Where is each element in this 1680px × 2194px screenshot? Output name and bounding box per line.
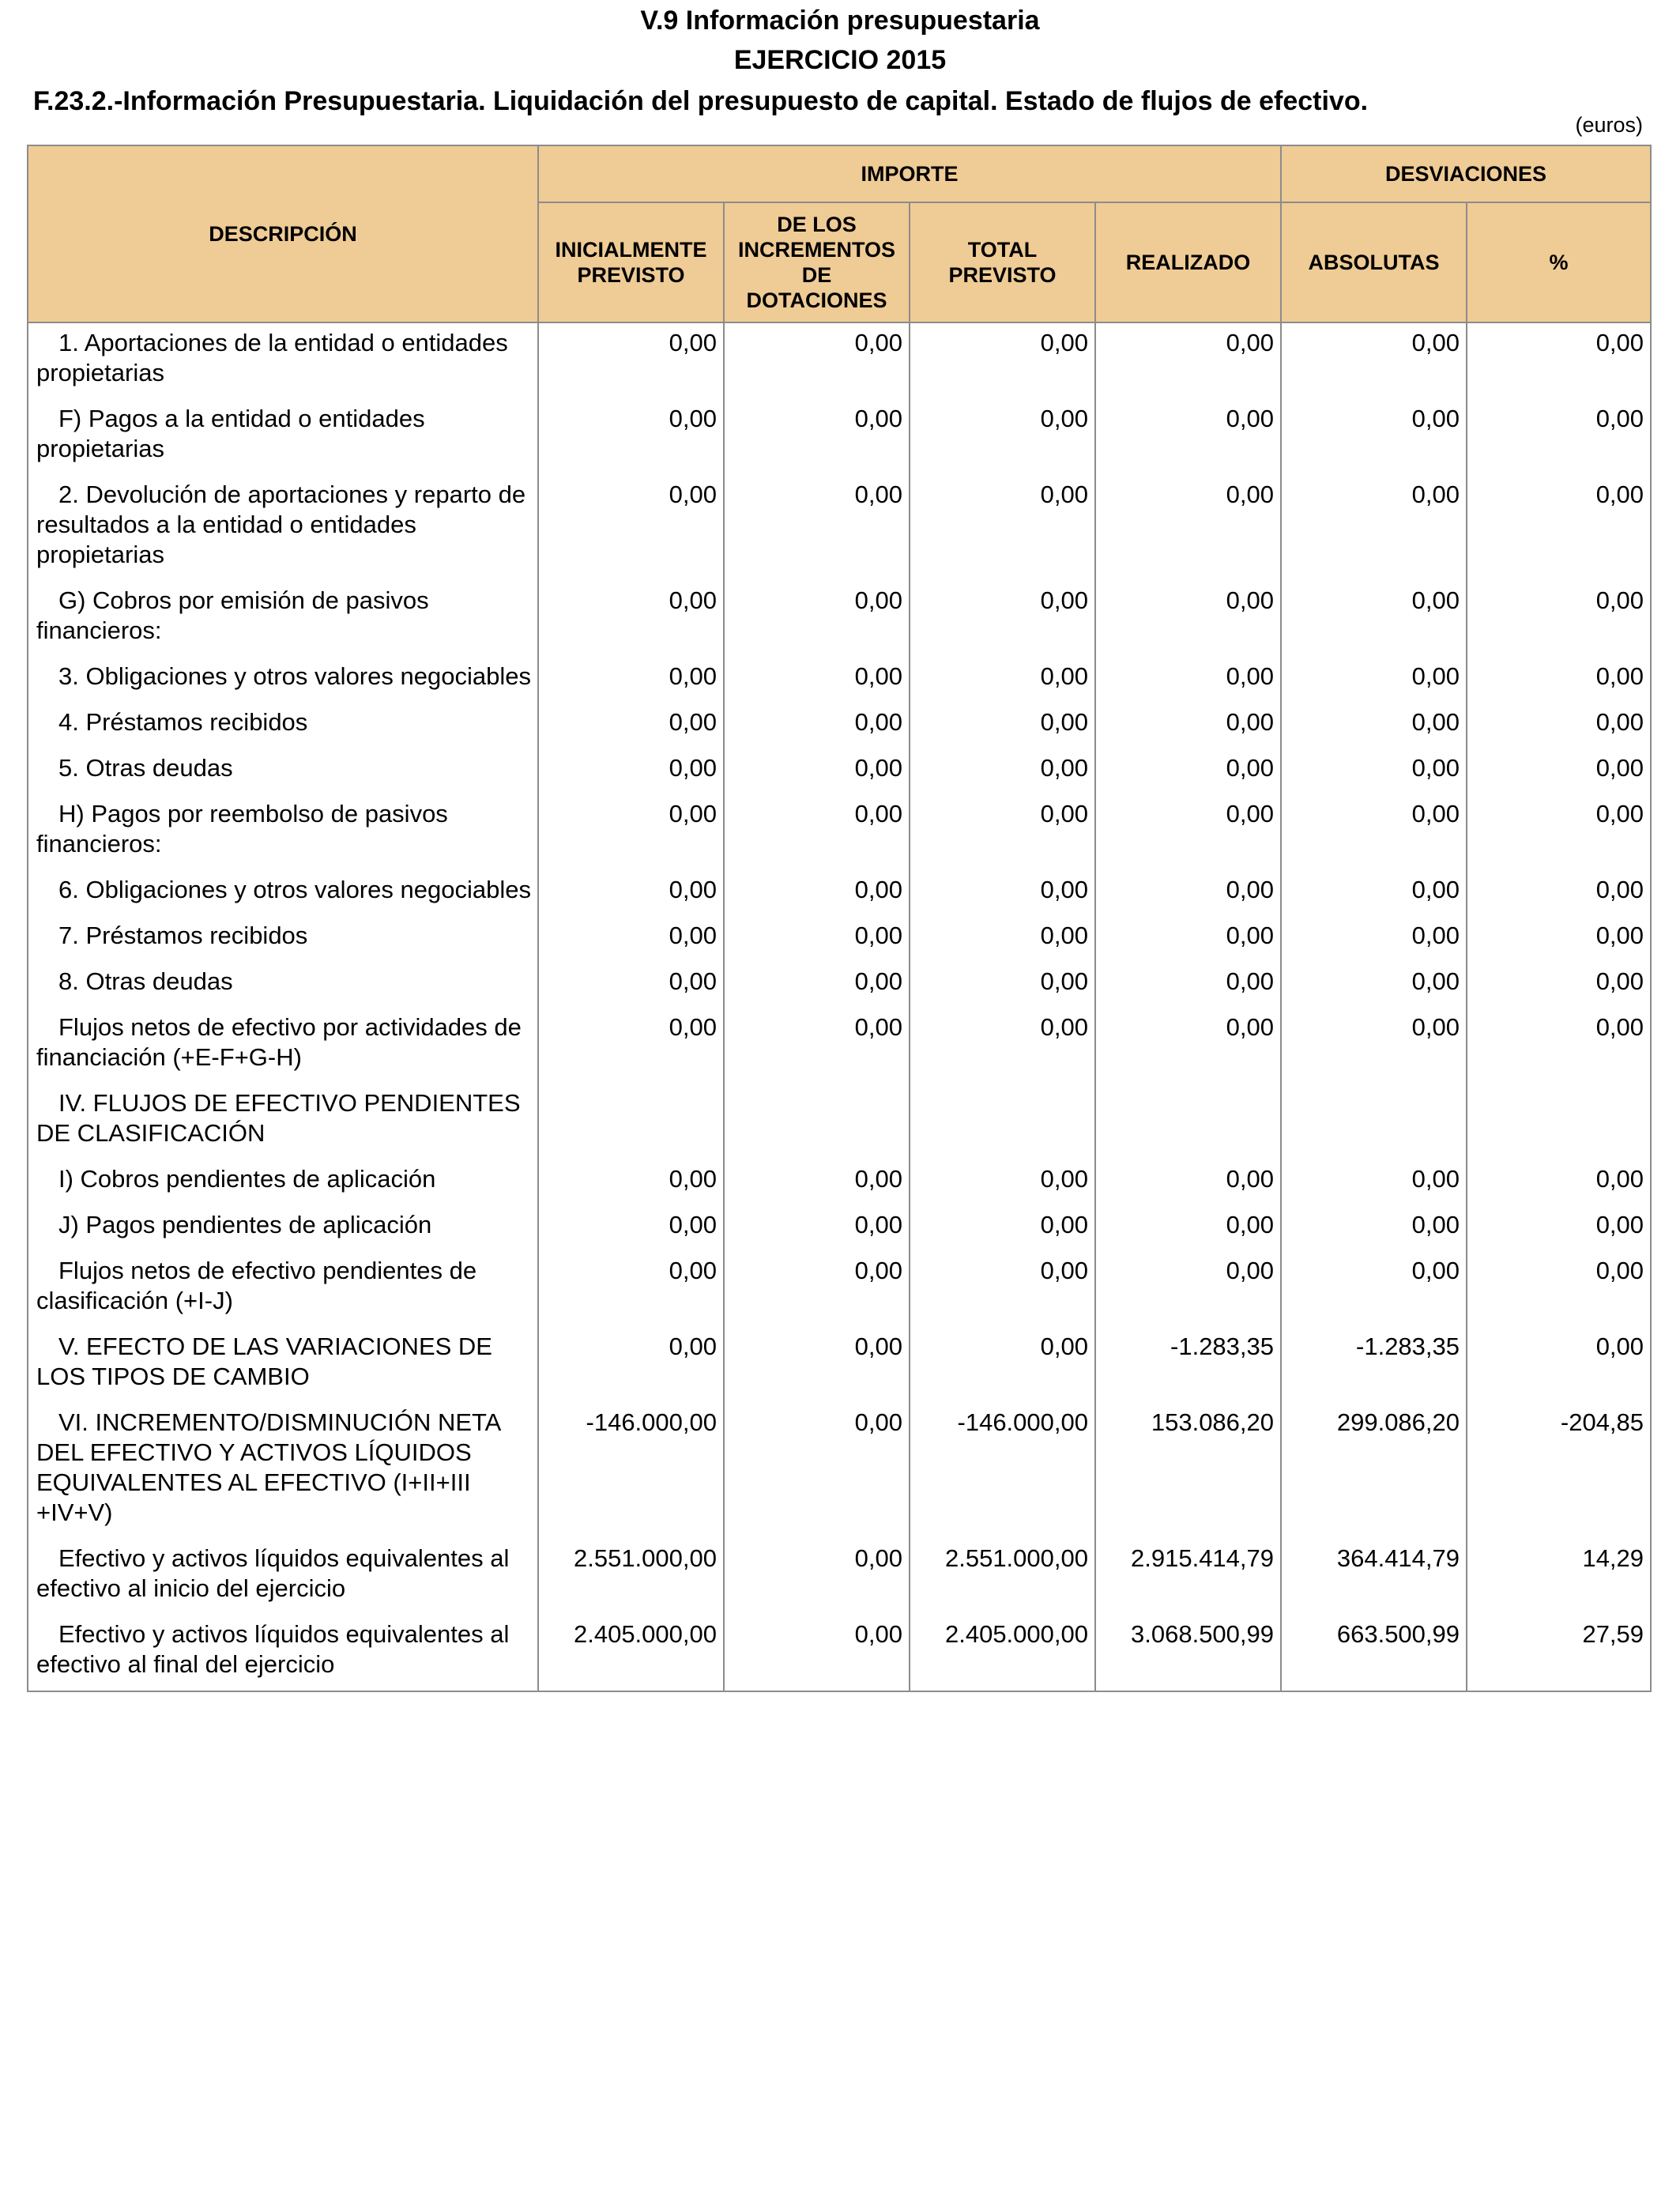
cell-total-previsto: -146.000,00 (910, 1403, 1095, 1539)
cell-inicialmente-previsto: 0,00 (538, 1159, 724, 1205)
cell-incrementos: 0,00 (724, 322, 910, 399)
cell-total-previsto: 0,00 (910, 1327, 1095, 1403)
cell-total-previsto: 0,00 (910, 962, 1095, 1008)
cell-total-previsto: 0,00 (910, 748, 1095, 794)
cell-inicialmente-previsto: 0,00 (538, 1008, 724, 1084)
cell-realizado: 0,00 (1095, 1159, 1281, 1205)
cell-absolutas: 0,00 (1281, 748, 1467, 794)
cell-realizado: 3.068.500,99 (1095, 1615, 1281, 1691)
cell-inicialmente-previsto (538, 1084, 724, 1159)
fiscal-year-title: EJERCICIO 2015 (733, 45, 947, 75)
col-header-incrementos (724, 202, 910, 322)
header-row-groups (28, 145, 1651, 202)
row-description: H) Pagos por reembolso de pasivos financieros: (28, 794, 538, 870)
cell-inicialmente-previsto: -146.000,00 (538, 1403, 724, 1539)
cell-total-previsto: 0,00 (910, 1205, 1095, 1251)
cell-absolutas: 0,00 (1281, 916, 1467, 962)
cell-absolutas: 0,00 (1281, 1251, 1467, 1327)
cell-inicialmente-previsto: 0,00 (538, 794, 724, 870)
table-row (28, 399, 1651, 475)
cell-realizado: 0,00 (1095, 657, 1281, 703)
cell-total-previsto: 0,00 (910, 581, 1095, 657)
table-row (28, 1327, 1651, 1403)
cell-total-previsto: 0,00 (910, 703, 1095, 748)
table-row (28, 657, 1651, 703)
row-description: 1. Aportaciones de la entidad o entidades propietarias (28, 322, 538, 399)
cell-total-previsto: 0,00 (910, 1251, 1095, 1327)
cell-inicialmente-previsto: 0,00 (538, 916, 724, 962)
cell-total-previsto: 2.551.000,00 (910, 1539, 1095, 1615)
cell-realizado: 0,00 (1095, 916, 1281, 962)
cell-porcentaje: 27,59 (1467, 1615, 1651, 1691)
cell-porcentaje: 0,00 (1467, 581, 1651, 657)
cell-incrementos: 0,00 (724, 1251, 910, 1327)
cell-absolutas: -1.283,35 (1281, 1327, 1467, 1403)
cell-realizado (1095, 1084, 1281, 1159)
cell-total-previsto: 0,00 (910, 657, 1095, 703)
table-row (28, 1008, 1651, 1084)
cell-realizado: 2.915.414,79 (1095, 1539, 1281, 1615)
col-header-absolutas: ABSOLUTAS (1281, 202, 1467, 322)
row-description: Efectivo y activos líquidos equivalentes al efectivo al final del ejercicio (28, 1615, 538, 1691)
cell-porcentaje: 0,00 (1467, 703, 1651, 748)
cell-incrementos: 0,00 (724, 703, 910, 748)
cell-porcentaje (1467, 1084, 1651, 1159)
cell-inicialmente-previsto: 0,00 (538, 581, 724, 657)
col-header-line: DE LOS (777, 213, 857, 236)
row-description: Flujos netos de efectivo pendientes de clasificación (+I-J) (28, 1251, 538, 1327)
cell-realizado: 0,00 (1095, 794, 1281, 870)
cell-total-previsto: 0,00 (910, 870, 1095, 916)
col-header-descripcion: DESCRIPCIÓN (28, 145, 538, 322)
cell-porcentaje: 0,00 (1467, 399, 1651, 475)
row-description: J) Pagos pendientes de aplicación (28, 1205, 538, 1251)
cell-absolutas: 0,00 (1281, 962, 1467, 1008)
report-title: F.23.2.-Información Presupuestaria. Liquidación del presupuesto de capital. Estado de flujos de efectivo. (33, 86, 1369, 116)
cell-porcentaje: 0,00 (1467, 475, 1651, 581)
table-row (28, 475, 1651, 581)
row-description: Flujos netos de efectivo por actividades de financiación (+E-F+G-H) (28, 1008, 538, 1084)
table-row (28, 794, 1651, 870)
cell-porcentaje: 0,00 (1467, 1008, 1651, 1084)
col-header-porcentaje: % (1467, 202, 1651, 322)
row-description: 8. Otras deudas (28, 962, 538, 1008)
cell-total-previsto: 0,00 (910, 794, 1095, 870)
cell-porcentaje: 0,00 (1467, 1251, 1651, 1327)
col-header-line: TOTAL (967, 238, 1038, 262)
row-description: Efectivo y activos líquidos equivalentes al efectivo al inicio del ejercicio (28, 1539, 538, 1615)
table-row (28, 1403, 1651, 1539)
row-description: 2. Devolución de aportaciones y reparto de resultados a la entidad o entidades propietarias (28, 475, 538, 581)
cell-absolutas (1281, 1084, 1467, 1159)
table-row (28, 1539, 1651, 1615)
cell-total-previsto (910, 1084, 1095, 1159)
cell-porcentaje: 14,29 (1467, 1539, 1651, 1615)
table-row (28, 916, 1651, 962)
budget-table (27, 145, 1652, 1692)
cell-inicialmente-previsto: 0,00 (538, 1251, 724, 1327)
cell-realizado: 0,00 (1095, 1008, 1281, 1084)
cell-total-previsto: 2.405.000,00 (910, 1615, 1095, 1691)
col-header-line: INICIALMENTE (555, 238, 707, 262)
row-description: I) Cobros pendientes de aplicación (28, 1159, 538, 1205)
cell-realizado: 0,00 (1095, 748, 1281, 794)
table-row (28, 1084, 1651, 1159)
table-row (28, 1205, 1651, 1251)
cell-absolutas: 0,00 (1281, 475, 1467, 581)
cell-inicialmente-previsto: 0,00 (538, 1327, 724, 1403)
cell-realizado: -1.283,35 (1095, 1327, 1281, 1403)
row-description: 3. Obligaciones y otros valores negociables (28, 657, 538, 703)
cell-inicialmente-previsto: 0,00 (538, 657, 724, 703)
cell-realizado: 0,00 (1095, 703, 1281, 748)
group-header-importe: IMPORTE (538, 145, 1281, 202)
cell-inicialmente-previsto: 0,00 (538, 1205, 724, 1251)
cell-porcentaje: 0,00 (1467, 1159, 1651, 1205)
cell-incrementos: 0,00 (724, 657, 910, 703)
cell-incrementos: 0,00 (724, 962, 910, 1008)
col-header-line: DE (801, 263, 832, 287)
cell-total-previsto: 0,00 (910, 916, 1095, 962)
cell-incrementos: 0,00 (724, 475, 910, 581)
col-header-total-previsto (910, 202, 1095, 322)
cell-absolutas: 0,00 (1281, 703, 1467, 748)
cell-porcentaje: 0,00 (1467, 1327, 1651, 1403)
cell-inicialmente-previsto: 0,00 (538, 962, 724, 1008)
table-row (28, 703, 1651, 748)
cell-absolutas: 0,00 (1281, 1205, 1467, 1251)
col-header-line: DOTACIONES (746, 288, 887, 312)
cell-absolutas: 0,00 (1281, 870, 1467, 916)
cell-total-previsto: 0,00 (910, 1159, 1095, 1205)
cell-absolutas: 0,00 (1281, 322, 1467, 399)
cell-realizado: 0,00 (1095, 962, 1281, 1008)
cell-incrementos: 0,00 (724, 794, 910, 870)
row-description: 6. Obligaciones y otros valores negociables (28, 870, 538, 916)
cell-incrementos: 0,00 (724, 1327, 910, 1403)
row-description: VI. INCREMENTO/DISMINUCIÓN NETA DEL EFECTIVO Y ACTIVOS LÍQUIDOS EQUIVALENTES AL EFECTIVO (I+II+III +IV+V) (28, 1403, 538, 1539)
table-row (28, 1159, 1651, 1205)
col-header-line: PREVISTO (948, 263, 1057, 287)
cell-total-previsto: 0,00 (910, 1008, 1095, 1084)
cell-realizado: 0,00 (1095, 322, 1281, 399)
cell-realizado: 0,00 (1095, 870, 1281, 916)
col-header-line: INCREMENTOS (737, 238, 896, 262)
cell-inicialmente-previsto: 2.551.000,00 (538, 1539, 724, 1615)
cell-total-previsto: 0,00 (910, 475, 1095, 581)
table-row (28, 581, 1651, 657)
cell-total-previsto: 0,00 (910, 322, 1095, 399)
cell-incrementos: 0,00 (724, 1159, 910, 1205)
row-description: G) Cobros por emisión de pasivos financieros: (28, 581, 538, 657)
cell-inicialmente-previsto: 0,00 (538, 475, 724, 581)
cell-total-previsto: 0,00 (910, 399, 1095, 475)
cell-porcentaje: 0,00 (1467, 748, 1651, 794)
row-description: 4. Préstamos recibidos (28, 703, 538, 748)
table-row (28, 1251, 1651, 1327)
cell-inicialmente-previsto: 0,00 (538, 399, 724, 475)
cell-incrementos: 0,00 (724, 870, 910, 916)
row-description: F) Pagos a la entidad o entidades propietarias (28, 399, 538, 475)
units-label: (euros) (1575, 113, 1643, 137)
group-header-desviaciones: DESVIACIONES (1281, 145, 1651, 202)
cell-absolutas: 0,00 (1281, 1008, 1467, 1084)
col-header-inicialmente-previsto (538, 202, 724, 322)
cell-realizado: 0,00 (1095, 581, 1281, 657)
cell-realizado: 0,00 (1095, 1251, 1281, 1327)
table-row (28, 748, 1651, 794)
cell-porcentaje: 0,00 (1467, 794, 1651, 870)
row-description: 5. Otras deudas (28, 748, 538, 794)
cell-incrementos: 0,00 (724, 1615, 910, 1691)
cell-porcentaje: 0,00 (1467, 322, 1651, 399)
page-title: V.9 Información presupuestaria (640, 6, 1040, 36)
cell-incrementos: 0,00 (724, 581, 910, 657)
cell-incrementos (724, 1084, 910, 1159)
cell-inicialmente-previsto: 0,00 (538, 870, 724, 916)
cell-incrementos: 0,00 (724, 748, 910, 794)
cell-realizado: 0,00 (1095, 399, 1281, 475)
col-header-realizado: REALIZADO (1095, 202, 1281, 322)
cell-absolutas: 0,00 (1281, 581, 1467, 657)
table-body (28, 322, 1651, 1691)
cell-incrementos: 0,00 (724, 1205, 910, 1251)
cell-inicialmente-previsto: 2.405.000,00 (538, 1615, 724, 1691)
cell-absolutas: 663.500,99 (1281, 1615, 1467, 1691)
table-row (28, 1615, 1651, 1691)
row-description: 7. Préstamos recibidos (28, 916, 538, 962)
cell-absolutas: 0,00 (1281, 1159, 1467, 1205)
cell-realizado: 0,00 (1095, 1205, 1281, 1251)
cell-incrementos: 0,00 (724, 1008, 910, 1084)
cell-realizado: 153.086,20 (1095, 1403, 1281, 1539)
cell-porcentaje: 0,00 (1467, 916, 1651, 962)
cell-inicialmente-previsto: 0,00 (538, 748, 724, 794)
cell-absolutas: 364.414,79 (1281, 1539, 1467, 1615)
cell-porcentaje: 0,00 (1467, 962, 1651, 1008)
cell-porcentaje: -204,85 (1467, 1403, 1651, 1539)
row-description: IV. FLUJOS DE EFECTIVO PENDIENTES DE CLASIFICACIÓN (28, 1084, 538, 1159)
table-row (28, 870, 1651, 916)
cell-incrementos: 0,00 (724, 1403, 910, 1539)
cell-inicialmente-previsto: 0,00 (538, 322, 724, 399)
cell-realizado: 0,00 (1095, 475, 1281, 581)
cell-porcentaje: 0,00 (1467, 870, 1651, 916)
cell-incrementos: 0,00 (724, 399, 910, 475)
cell-incrementos: 0,00 (724, 1539, 910, 1615)
cell-inicialmente-previsto: 0,00 (538, 703, 724, 748)
table-row (28, 962, 1651, 1008)
row-description: V. EFECTO DE LAS VARIACIONES DE LOS TIPOS DE CAMBIO (28, 1327, 538, 1403)
cell-absolutas: 299.086,20 (1281, 1403, 1467, 1539)
cell-incrementos: 0,00 (724, 916, 910, 962)
cell-porcentaje: 0,00 (1467, 657, 1651, 703)
cell-porcentaje: 0,00 (1467, 1205, 1651, 1251)
cell-absolutas: 0,00 (1281, 794, 1467, 870)
cell-absolutas: 0,00 (1281, 399, 1467, 475)
cell-absolutas: 0,00 (1281, 657, 1467, 703)
col-header-line: PREVISTO (577, 263, 685, 287)
table-row (28, 322, 1651, 399)
